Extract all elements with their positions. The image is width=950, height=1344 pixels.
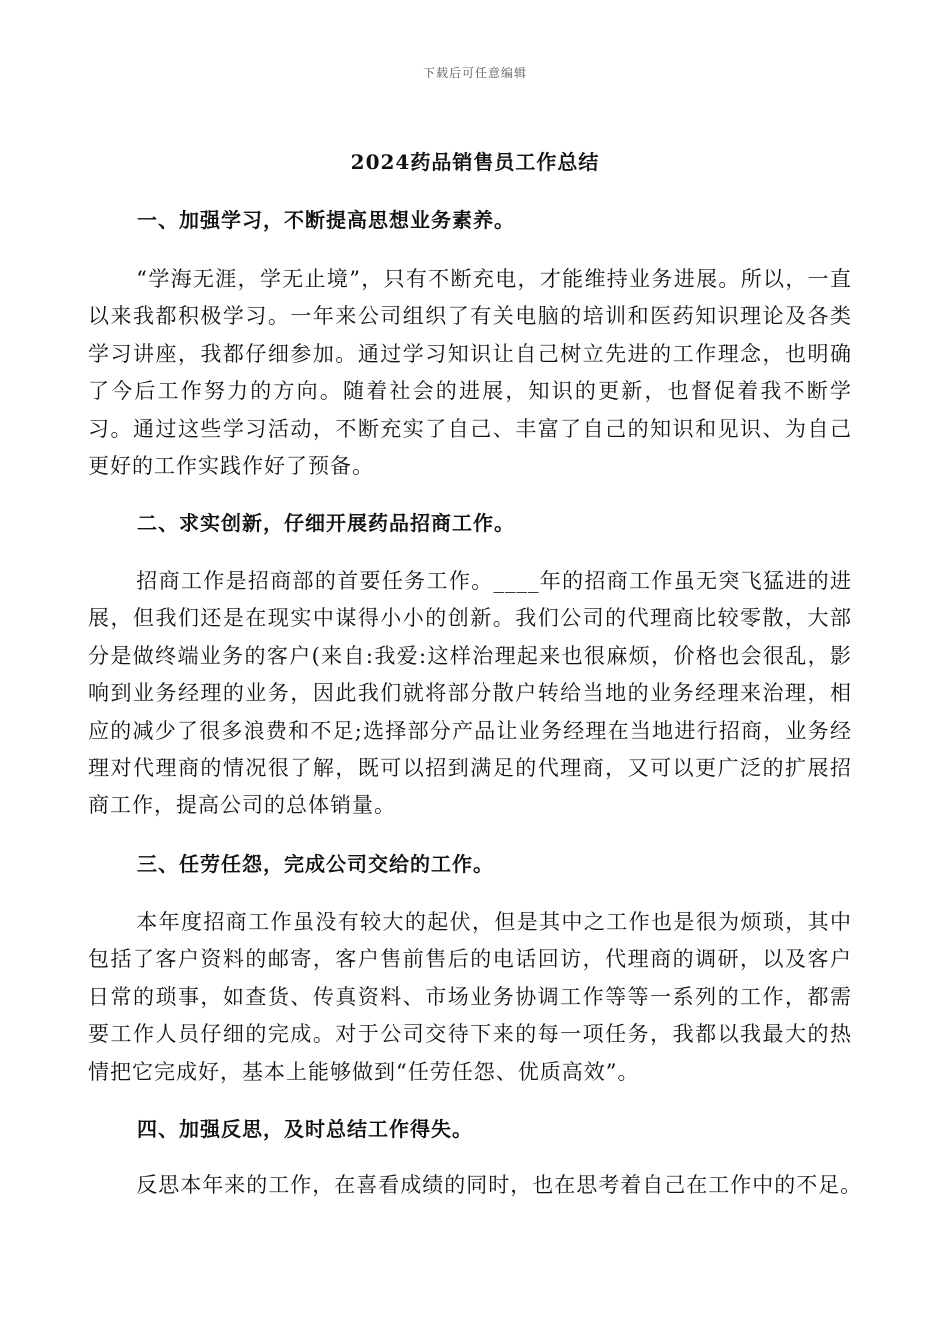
- section-paragraph-4: 反思本年来的工作，在喜看成绩的同时，也在思考着自己在工作中的不足。: [136, 1173, 863, 1197]
- section-heading-3: 三、任劳任怨，完成公司交给的工作。: [137, 852, 494, 876]
- section-heading-4: 四、加强反思，及时总结工作得失。: [137, 1117, 473, 1141]
- header-note: 下载后可任意编辑: [422, 66, 527, 80]
- section-paragraph-3: 本年度招商工作虽没有较大的起伏，但是其中之工作也是很为烦琐，其中包括了客户资料的邮寄，客户售前售后的电话回访，代理商的调研，以及客户日常的琐事，如查货、传真资料、市场业务协调工作等等一系列的工作，都需要工作人员仔细的完成。对于公司交待下来的每一项任务，我都以我最大的热情把它完成好，基本上能够做到“任劳任怨、优质高效”。: [88, 910, 852, 1084]
- document-title: 2024药品销售员工作总结: [350, 150, 600, 174]
- section-heading-2: 二、求实创新，仔细开展药品招商工作。: [137, 511, 515, 535]
- section-paragraph-2: 招商工作是招商部的首要任务工作。____年的招商工作虽无突飞猛进的进展，但我们还是在现实中谋得小小的创新。我们公司的代理商比较零散，大部分是做终端业务的客户(来自:我爱:这样治理起来也很麻烦，价格也会很乱，影响到业务经理的业务，因此我们就将部分散户转给当地的业务经理来治理，相应的减少了很多浪费和不足;选择部分产品让业务经理在当地进行招商，业务经理对代理商的情况很了解，既可以招到满足的代理商，又可以更广泛的扩展招商工作，提高公司的总体销量。: [88, 569, 852, 818]
- section-paragraph-1: “学海无涯，学无止境”，只有不断充电，才能维持业务进展。所以，一直以来我都积极学习。一年来公司组织了有关电脑的培训和医药知识理论及各类学习讲座，我都仔细参加。通过学习知识让自己树立先进的工作理念，也明确了今后工作努力的方向。随着社会的进展，知识的更新，也督促着我不断学习。通过这些学习活动，不断充实了自己、丰富了自己的知识和见识、为自己更好的工作实践作好了预备。: [88, 267, 852, 479]
- section-heading-1: 一、加强学习，不断提高思想业务素养。: [137, 208, 515, 232]
